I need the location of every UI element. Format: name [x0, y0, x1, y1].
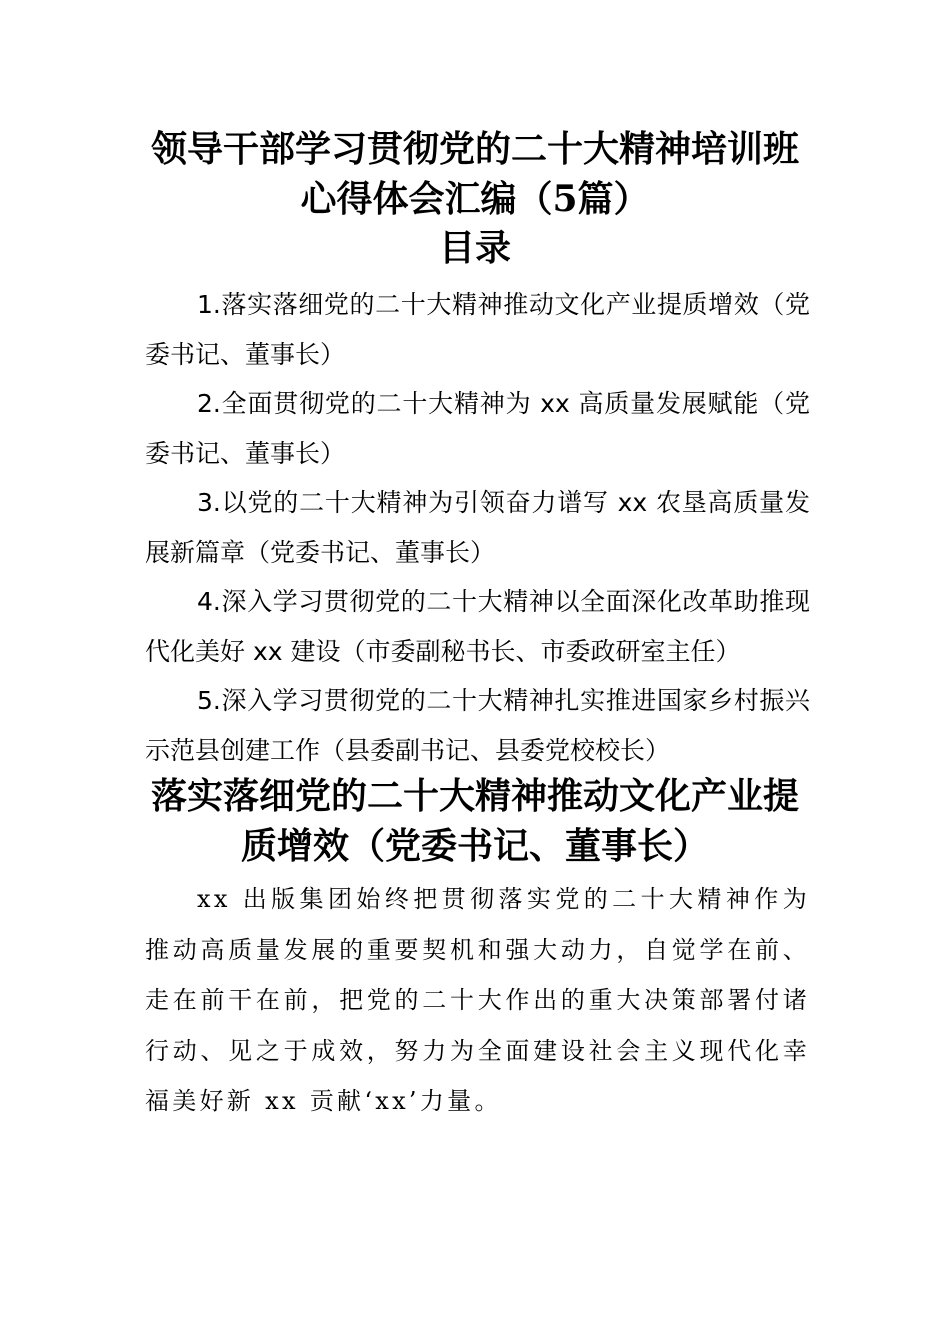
- table-of-contents: [145, 280, 810, 775]
- toc-item: 5.深入学习贯彻党的二十大精神扎实推进国家乡村振兴示范县创建工作（县委副书记、县委党校校长）: [145, 686, 810, 765]
- section-paragraph: xx 出版集团始终把贯彻落实党的二十大精神作为推动高质量发展的重要契机和强大动力，自觉学在前、走在前干在前，把党的二十大作出的重大决策部署付诸行动、见之于成效，努力为全面建设社会主义现代化幸福美好新 xx 贡献‘xx’力量。: [145, 885, 810, 1115]
- toc-item: 2.全面贯彻党的二十大精神为 xx 高质量发展赋能（党委书记、董事长）: [145, 389, 810, 468]
- toc-item: 1.落实落细党的二十大精神推动文化产业提质增效（党委书记、董事长）: [145, 290, 810, 369]
- toc-item: 3.以党的二十大精神为引领奋力谱写 xx 农垦高质量发展新篇章（党委书记、董事长）: [145, 488, 810, 567]
- section-title-line-2: 质增效（党委书记、董事长）: [240, 825, 709, 867]
- document-title-line-2: 心得体会汇编（5篇）: [300, 178, 650, 220]
- toc-item: 4.深入学习贯彻党的二十大精神以全面深化改革助推现代化美好 xx 建设（市委副秘书长、市委政研室主任）: [145, 587, 810, 666]
- document-title-line-1: 领导干部学习贯彻党的二十大精神培训班: [150, 128, 799, 170]
- section-title-line-1: 落实落细党的二十大精神推动文化产业提: [150, 775, 799, 817]
- toc-heading: 目录: [438, 227, 511, 269]
